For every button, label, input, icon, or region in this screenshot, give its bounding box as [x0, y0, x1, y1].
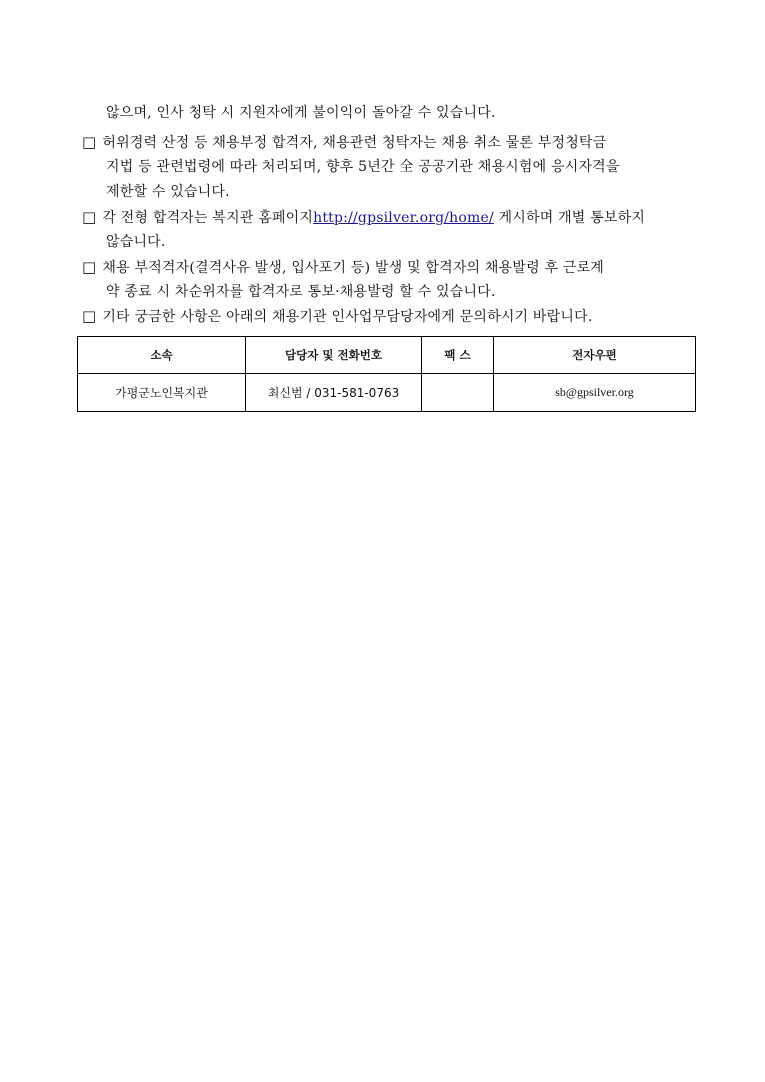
cell-fax — [422, 374, 494, 412]
header-person-phone: 담당자 및 전화번호 — [246, 337, 422, 374]
checkbox-icon: □ — [82, 133, 97, 151]
notice-item-inquiry — [82, 307, 592, 326]
header-fax: 팩 스 — [422, 337, 494, 374]
cell-person-phone: 최신범 / 031-581-0763 — [246, 374, 422, 412]
checkbox-icon: □ — [82, 307, 97, 325]
notice-line — [106, 158, 620, 176]
notice-line — [106, 233, 166, 251]
notice-line — [106, 283, 496, 301]
notice-line — [106, 104, 496, 122]
notice-text: 허위경력 산정 등 채용부정 합격자, 채용관련 청탁자는 채용 취소 물론 부정청탁금 — [102, 135, 607, 151]
header-email: 전자우편 — [494, 337, 696, 374]
notice-text: 채용 부적격자(결격사유 발생, 입사포기 등) 발생 및 합격자의 채용발령 후 근로계 — [102, 260, 605, 276]
notice-text: 지법 등 관련법령에 따라 처리되며, 향후 5년간 全 공공기관 채용시험에 응시자격을 — [106, 159, 620, 175]
header-org: 소속 — [78, 337, 246, 374]
notice-text: 게시하며 개별 통보하지 — [493, 210, 646, 226]
cell-org: 가평군노인복지관 — [78, 374, 246, 412]
notice-text: 않습니다. — [106, 234, 166, 250]
notice-item-results — [82, 208, 645, 227]
notice-item-false-career — [82, 133, 606, 152]
notice-text: 약 종료 시 차순위자를 합격자로 통보·채용발령 할 수 있습니다. — [106, 284, 496, 300]
checkbox-icon: □ — [82, 258, 97, 276]
table-row — [78, 374, 696, 412]
notice-text: 기타 궁금한 사항은 아래의 채용기관 인사업무담당자에게 문의하시기 바랍니다. — [102, 309, 593, 325]
homepage-link[interactable]: http://gpsilver.org/home/ — [313, 210, 494, 226]
notice-text: 않으며, 인사 청탁 시 지원자에게 불이익이 돌아갈 수 있습니다. — [106, 105, 496, 121]
notice-text: 각 전형 합격자는 복지관 홈페이지 — [102, 210, 314, 226]
contact-table — [77, 336, 696, 412]
notice-item-replacement — [82, 258, 604, 277]
notice-text: 제한할 수 있습니다. — [106, 184, 230, 200]
table-header-row — [78, 337, 696, 374]
cell-email[interactable]: sb@gpsilver.org — [494, 374, 696, 412]
checkbox-icon: □ — [82, 208, 97, 226]
notice-line — [106, 183, 230, 201]
